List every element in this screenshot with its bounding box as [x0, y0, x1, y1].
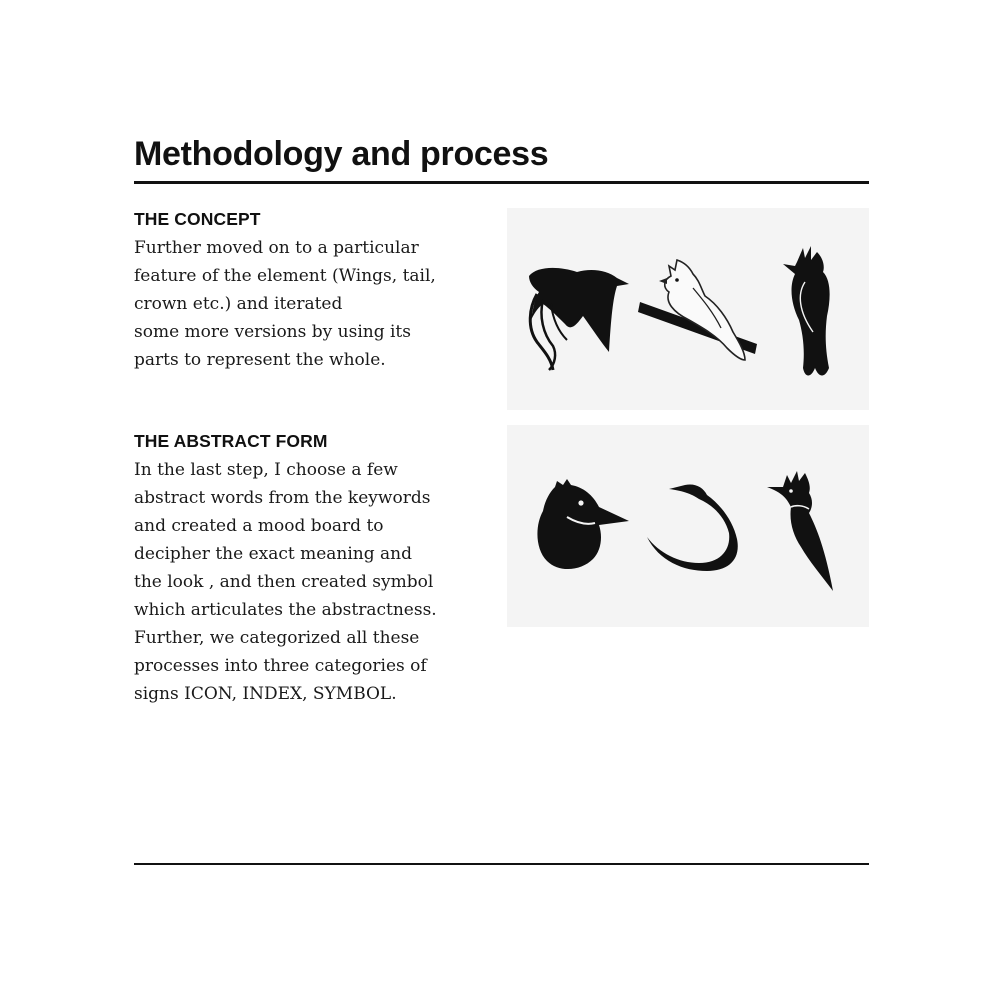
- concept-body: Further moved on to a particular feature of the element (Wings, tail, crown etc.) and iterated some more versions by using its parts to represent the whole.: [134, 238, 436, 370]
- abstract-illustrations: [507, 425, 869, 627]
- bird-head-circle-icon: [537, 479, 629, 569]
- perched-bird-back-icon: [783, 246, 830, 376]
- crested-bird-profile-icon: [767, 471, 833, 591]
- crescent-tail-bird-icon: [647, 484, 738, 571]
- perched-crested-bird-outline-icon: [638, 260, 757, 360]
- flying-bird-icon: [529, 268, 629, 370]
- abstract-illustration-panel: [507, 425, 869, 627]
- abstract-form-section: [134, 430, 494, 708]
- abstract-form-body: In the last step, I choose a few abstract words from the keywords and created a mood board to decipher the exact meaning and the look , and then created symbol which articulates the abstractness. Further, we categorized all these processes into three categories of signs ICON, INDEX, SYMBOL.: [134, 460, 437, 704]
- page-title: Methodology and process: [134, 135, 549, 173]
- concept-illustrations: [507, 208, 869, 410]
- abstract-form-heading: THE ABSTRACT FORM: [134, 431, 328, 451]
- title-divider: [134, 181, 869, 184]
- concept-section: [134, 208, 494, 374]
- concept-illustration-panel: [507, 208, 869, 410]
- concept-heading: THE CONCEPT: [134, 209, 261, 229]
- bottom-divider: [134, 863, 869, 865]
